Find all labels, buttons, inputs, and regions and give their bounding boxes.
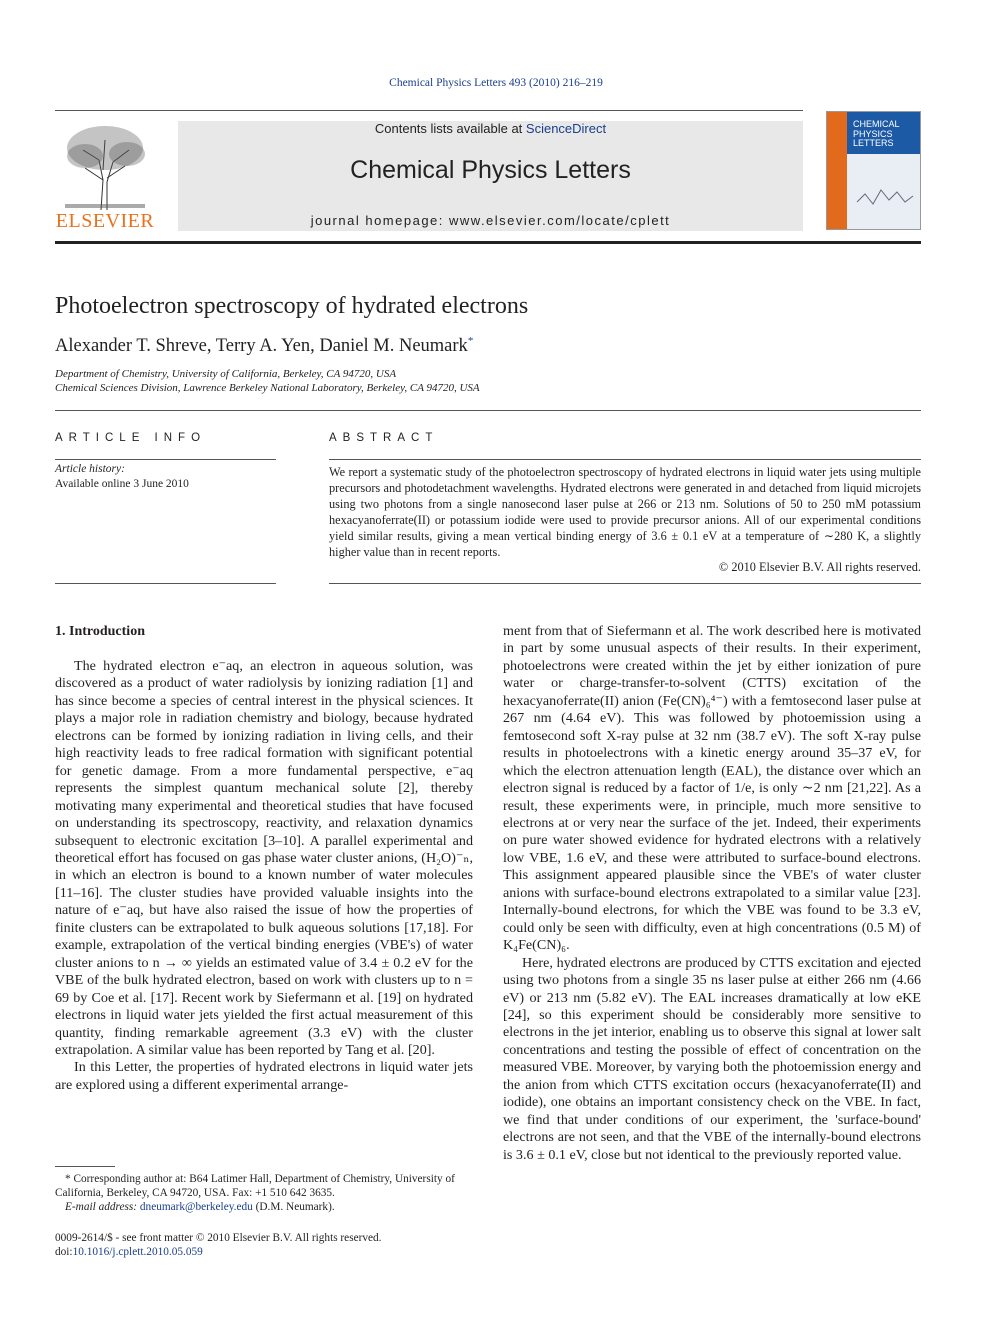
footnote-corresponding: Corresponding author at: B64 Latimer Hall, Department of Chemistry, University of California, Berkeley, CA 94720, USA. Fax: +1 510 642 3635.: [55, 1173, 455, 1200]
title-divider: [55, 410, 921, 411]
issn-line: 0009-2614/$ - see front matter © 2010 Elsevier B.V. All rights reserved.: [55, 1232, 382, 1244]
article-history-value: Available online 3 June 2010: [55, 478, 189, 490]
header-top-rule: [55, 110, 803, 111]
footnote-line: [55, 1172, 473, 1200]
email-link[interactable]: dneumark@berkeley.edu: [139, 1201, 253, 1214]
doi-link[interactable]: 10.1016/j.cplett.2010.05.059: [72, 1246, 203, 1259]
abstract-heading: ABSTRACT: [329, 432, 439, 444]
email-label: E-mail address:: [65, 1201, 138, 1214]
cover-title: CHEMICAL PHYSICS LETTERS: [853, 119, 900, 148]
article-history-label: Article history:: [55, 463, 125, 475]
journal-homepage[interactable]: journal homepage: www.elsevier.com/locate/cplett: [310, 213, 671, 228]
article-info-rule: [55, 459, 276, 460]
corresponding-footnote: [55, 1172, 473, 1215]
footnote-rule: [55, 1166, 115, 1167]
page-footer: [55, 1231, 382, 1259]
section-heading-introduction: 1. Introduction: [55, 624, 145, 639]
paragraph: The hydrated electron e⁻aq, an electron in aqueous solution, was discovered as a product of water radiolysis by ionizing radiation [1] and has since become a species of central interest in the physical sciences. It plays a major role in radiation chemistry and biology, because hydrated electrons can be formed by ionizing radiation in living cells, and their high reactivity leads to free radical formation with significant potential for genetic damage. From a more fundamental perspective, e⁻aq represents the simplest quantum mechanical solute [2], thereby motivating many experimental and theoretical studies that have focused on understanding its spectroscopy, reactivity, and relaxation dynamics subsequent to electronic excitation [3–10]. A parallel experimental and theoretical effort has focused on gas phase water cluster anions, (H₂O)⁻ₙ, in which an electron is bound to a known number of water molecules [11–16]. The cluster studies have provided valuable insights into the nature of e⁻aq, but have also raised the issue of how the properties of finite clusters can be extrapolated to bulk aqueous solutions [17,18]. For example, extrapolation of the vertical binding energies (VBE's) of water cluster anions to n → ∞ yields an estimated value of 3.4 ± 0.2 eV for the VBE of the bulk hydrated electron, based on work with clusters up to n = 69 by Coe et al. [17]. Recent work by Siefermann et al. [19] on hydrated electrons in liquid water jets yielded the first actual measurement of this quantity, finding remarkable agreement (3.3 eV) with the cluster extrapolation. A similar value has been reported by Tang et al. [20].: [55, 658, 473, 1058]
email-owner: (D.M. Neumark).: [255, 1201, 335, 1214]
paragraph: ment from that of Siefermann et al. The work described here is motivated in part by some unusual aspects of their results. In their experiment, photoelectrons were created within the jet by either ionization of pure water or charge-transfer-to-solvent (CTTS) excitation of the hexacyanoferrate(II) anion (Fe(CN)₆⁴⁻) with a femtosecond laser pulse at 267 nm (4.64 eV). This was followed by photoemission using a femtosecond soft X-ray pulse at 32 nm (38.7 eV). The soft X-ray pulse results in photoelectrons with a kinetic energy around 35–37 eV, for which the electron attenuation length (EAL), the distance over which an electron signal is reduced by a factor of 1/e, is only ∼2 nm [21,22]. As a result, these experiments were, in principle, much more sensitive to electrons at or very near the surface of the jet. Indeed, their experiments on pure water showed evidence for hydrated electrons with a relatively low VBE, 1.6 eV, and these were attributed to surface-bound electrons. This assignment appeared plausible since the VBE's of water cluster anions with surface-bound electrons extrapolated to a similar value [23]. Internally-bound electrons, for which the VBE was found to be 3.3 eV, could only be seen with difficulty, even at high concentrations (0.5 M) of K₄Fe(CN)₆.: [503, 623, 921, 954]
journal-title: Chemical Physics Letters: [350, 156, 631, 184]
abstract-bottom-rule: [329, 583, 921, 584]
contents-prefix: Contents lists available at: [374, 121, 526, 136]
publisher-wordmark: ELSEVIER: [55, 210, 155, 232]
doi-line: [55, 1245, 382, 1259]
left-column: [55, 658, 473, 1094]
affiliation-1: Department of Chemistry, University of California, Berkeley, CA 94720, USA: [55, 368, 397, 380]
paragraph: In this Letter, the properties of hydrated electrons in liquid water jets are explored using a different experimental arrange-: [55, 1059, 473, 1093]
affiliation-2: Chemical Sciences Division, Lawrence Berkeley National Laboratory, Berkeley, CA 94720, USA: [55, 382, 480, 394]
abstract-rule: [329, 459, 921, 460]
author-list: [55, 335, 473, 357]
abstract-text: We report a systematic study of the photoelectron spectroscopy of hydrated electrons in liquid water jets using multiple precursors and photodetachment wavelengths. Hydrated electrons were generated in and detached from liquid microjets using two photons from a single nanosecond laser pulse at 266 or 213 nm. Solutions of 50 to 250 mM potassium hexacyanoferrate(II) or potassium iodide were used to provide precursor anions. All of our experimental conditions yield similar results, giving a mean vertical binding energy of 3.6 ± 0.1 eV at a temperature of ∼280 K, a slightly higher value than in recent reports.: [329, 465, 921, 559]
paragraph: Here, hydrated electrons are produced by CTTS excitation and ejected using two photons from a single 35 ns laser pulse at either 266 nm (4.66 eV) or 213 nm (5.82 eV). The EAL increases dramatically at low eKE [24], so this experiment should be considerably more sensitive to electrons in the jet interior, enabling us to observe this signal at lower salt concentrations and testing the possible of effect of concentration on the measured VBE. Moreover, by varying both the photoemission energy and the anion from which CTTS excitation occurs (hexacyanoferrate(II) and iodide), one obtains an important consistency check on the VBE. In fact, we find that under conditions of our experiment, the 'surface-bound' electrons are not seen, and that the VBE of the internally-bound electrons is 3.6 ± 0.1 eV, close but not identical to the previously reported value.: [503, 954, 921, 1163]
cover-figure-icon: [855, 182, 915, 212]
article-info-bottom-rule: [55, 583, 276, 584]
authors-text: Alexander T. Shreve, Terry A. Yen, Daniel M. Neumark: [55, 336, 468, 357]
article-title: Photoelectron spectroscopy of hydrated electrons: [55, 293, 529, 319]
footnote-email-line: [55, 1200, 473, 1214]
footnote-mark: *: [65, 1173, 71, 1185]
article-info-heading: ARTICLE INFO: [55, 432, 207, 444]
header-bottom-rule: [55, 241, 921, 244]
contents-line: [178, 121, 803, 136]
journal-cover-thumbnail: [826, 111, 921, 230]
journal-citation[interactable]: Chemical Physics Letters 493 (2010) 216–219: [389, 77, 603, 89]
cover-side-stripe: [827, 112, 847, 230]
abstract-copyright: © 2010 Elsevier B.V. All rights reserved.: [718, 560, 921, 574]
doi-prefix: doi:: [55, 1246, 73, 1259]
sciencedirect-link[interactable]: ScienceDirect: [525, 121, 607, 136]
corresponding-author-mark[interactable]: *: [467, 335, 474, 347]
right-column: [503, 623, 921, 1164]
